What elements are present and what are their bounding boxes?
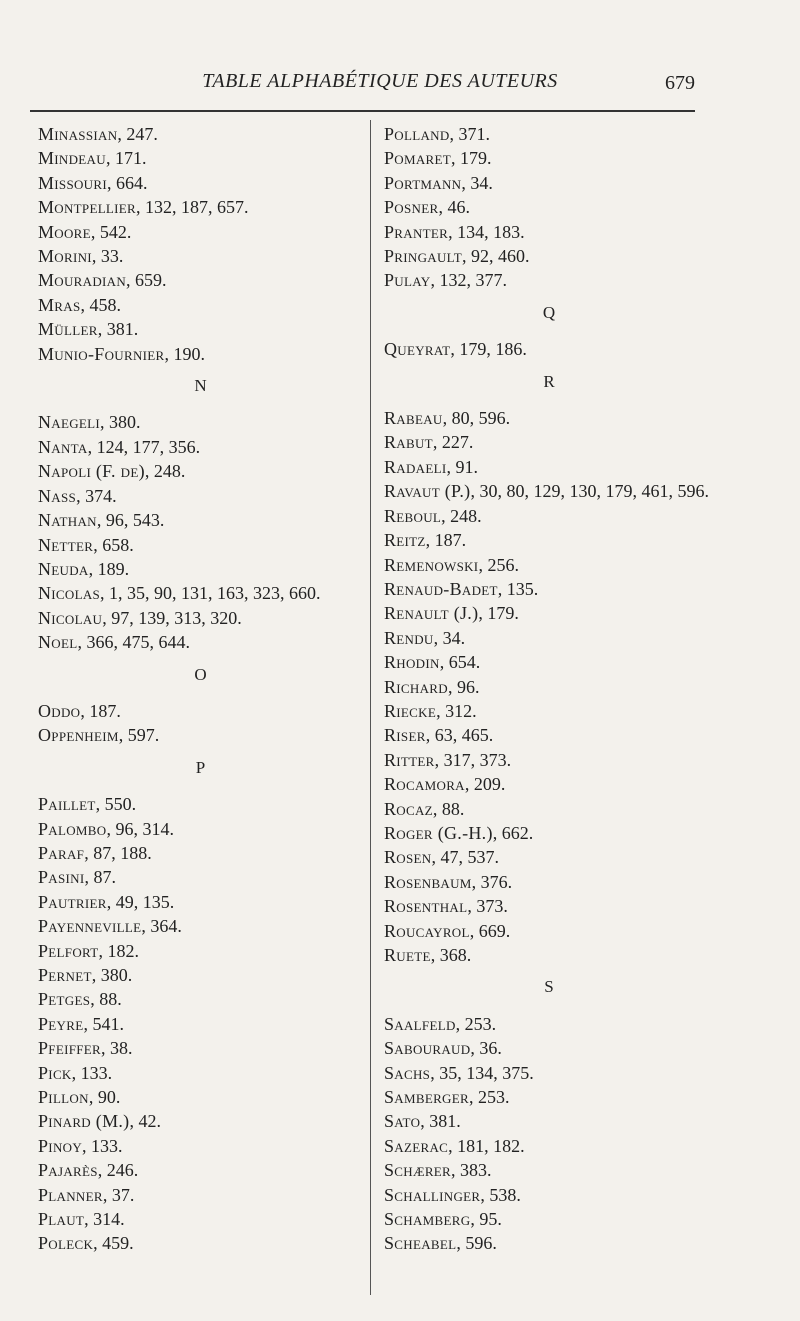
page-refs: , 538. — [480, 1184, 521, 1205]
page-refs: , 171. — [105, 148, 147, 169]
author-name: Schamberg — [384, 1209, 471, 1230]
index-entry — [38, 317, 363, 341]
index-entry — [38, 987, 363, 1011]
index-entry — [384, 479, 714, 503]
author-name: Rosenbaum — [384, 871, 472, 892]
index-entry — [384, 1061, 714, 1085]
author-name: Rabeau — [384, 408, 443, 429]
author-name: Müller — [38, 319, 98, 340]
section-letter: P — [195, 757, 206, 777]
index-entry — [384, 1183, 714, 1207]
page-refs: , 37. — [102, 1184, 135, 1205]
author-name: Scheabel — [384, 1233, 457, 1254]
page-refs: , 187. — [425, 530, 467, 551]
author-name: Oddo — [38, 700, 81, 721]
page-refs: , 132, 187, 657. — [136, 197, 249, 218]
page-refs: , 248. — [441, 505, 482, 526]
author-name: Nanta — [38, 436, 88, 457]
author-name: Richard — [384, 676, 448, 697]
page-refs: , 187. — [80, 700, 121, 721]
page-refs: , 654. — [439, 652, 481, 673]
page-refs: , 33. — [91, 246, 124, 267]
author-name: Poleck — [38, 1233, 94, 1254]
index-entry — [384, 1012, 714, 1036]
page-refs: , 459. — [93, 1233, 134, 1254]
page-refs: , 38. — [100, 1038, 133, 1059]
author-name: Mras — [38, 294, 81, 315]
author-name: Oppenheim — [38, 725, 119, 746]
left-column — [38, 122, 363, 1256]
index-entry — [384, 122, 714, 146]
index-entry — [384, 1109, 714, 1133]
page-refs: , 96, 543. — [96, 510, 165, 531]
author-name: Pillon — [38, 1087, 89, 1108]
index-entry — [38, 1036, 363, 1060]
index-entry — [384, 455, 714, 479]
page-refs: , 209. — [464, 774, 506, 795]
header-rule — [30, 110, 695, 112]
author-name: Renault (J.) — [384, 603, 479, 624]
index-entry — [384, 195, 714, 219]
index-entry — [38, 342, 363, 366]
author-name: Pautrier — [38, 891, 107, 912]
index-entry — [384, 504, 714, 528]
author-name: Rendu — [384, 627, 434, 648]
page-refs: , 380. — [91, 965, 133, 985]
author-name: Nathan — [38, 510, 97, 531]
author-name: Rhodin — [384, 652, 440, 673]
page-refs: , 371. — [449, 124, 491, 144]
author-name: Rabut — [384, 432, 433, 453]
author-name: Rocamora — [384, 774, 465, 795]
section-letter: S — [544, 977, 554, 997]
page-header — [30, 70, 695, 100]
index-entry — [38, 244, 363, 268]
page-refs: , 664. — [106, 172, 148, 193]
page-refs: , 314. — [84, 1209, 125, 1230]
page-refs: , 87, 188. — [84, 842, 152, 863]
author-name: Paraf — [38, 842, 85, 863]
author-name: Pernet — [38, 965, 92, 985]
index-entry — [38, 146, 363, 170]
page-refs: , 80, 596. — [442, 408, 511, 429]
index-entry — [384, 772, 714, 796]
author-name: Portmann — [384, 172, 462, 193]
page-refs: , 96, 314. — [106, 818, 174, 839]
page-refs: , 246. — [97, 1160, 139, 1181]
author-name: Roucayrol — [384, 920, 470, 941]
page-refs: , 35, 134, 375. — [430, 1062, 534, 1083]
author-name: Pasini — [38, 867, 85, 888]
author-name: Schallinger — [384, 1184, 481, 1205]
page-refs: , 374. — [76, 485, 117, 506]
page-refs: , 597. — [118, 725, 160, 746]
page-refs: , 36. — [470, 1038, 502, 1059]
index-entry — [38, 1085, 363, 1109]
author-name: Palombo — [38, 818, 107, 839]
index-entry — [384, 1085, 714, 1109]
author-name: Pranter — [384, 221, 449, 242]
author-name: Renaud-Badet — [384, 578, 498, 599]
page-refs: , 133. — [82, 1135, 123, 1156]
index-entry — [384, 553, 714, 577]
index-entry — [384, 146, 714, 170]
author-name: Nicolas — [38, 583, 101, 604]
page-refs: , 49, 135. — [106, 891, 175, 912]
author-name: Missouri — [38, 172, 107, 193]
page-refs: , 669. — [469, 920, 511, 941]
author-name: Pinard (M.) — [38, 1111, 130, 1132]
index-entry — [38, 699, 363, 723]
author-name: Sachs — [384, 1062, 431, 1083]
author-name: Pick — [38, 1062, 72, 1083]
index-entry — [38, 195, 363, 219]
index-entry — [384, 870, 714, 894]
index-entry — [38, 220, 363, 244]
page-refs: , 133. — [71, 1062, 113, 1083]
author-name: Schærer — [384, 1160, 452, 1181]
index-entry — [384, 430, 714, 454]
index-entry — [38, 1183, 363, 1207]
author-name: Neuda — [38, 558, 89, 579]
index-entry — [384, 797, 714, 821]
author-name: Pinoy — [38, 1135, 83, 1156]
index-entry — [38, 533, 363, 557]
author-name: Peyre — [38, 1013, 84, 1034]
page-refs: , 317, 373. — [434, 749, 512, 770]
author-name: Rocaz — [384, 798, 433, 819]
index-entry — [38, 792, 363, 816]
index-entry — [38, 1109, 363, 1133]
author-name: Plaut — [38, 1209, 85, 1230]
author-name: Planner — [38, 1184, 103, 1205]
author-name: Sabouraud — [384, 1038, 471, 1059]
page-refs: , 658. — [93, 534, 134, 555]
index-entry — [38, 865, 363, 889]
page-refs: , 373. — [467, 896, 508, 917]
page-refs: , 256. — [478, 554, 519, 575]
page-refs: , 1, 35, 90, 131, 163, 323, 660. — [100, 583, 321, 604]
author-name: Mindeau — [38, 148, 106, 169]
index-entry — [384, 268, 714, 292]
index-entry — [384, 1036, 714, 1060]
page-refs: , 42. — [129, 1111, 161, 1132]
page-refs: , 368. — [430, 945, 472, 965]
author-name: Reitz — [384, 530, 426, 551]
page-refs: , 312. — [436, 700, 477, 721]
page-refs: , 596. — [456, 1233, 497, 1254]
author-name: Reboul — [384, 505, 442, 526]
index-entry — [384, 626, 714, 650]
section-letter: O — [194, 664, 207, 684]
index-entry — [384, 337, 714, 361]
author-name: Mouradian — [38, 270, 127, 291]
author-name: Riser — [384, 725, 426, 746]
page-refs: , 47, 537. — [431, 847, 499, 868]
index-entry — [38, 606, 363, 630]
page-refs: , 132, 377. — [430, 270, 507, 291]
page-refs: , 248. — [144, 461, 186, 482]
page-refs: , 381. — [420, 1111, 461, 1132]
author-name: Petges — [38, 989, 91, 1010]
running-title: TABLE ALPHABÉTIQUE DES AUTEURS — [202, 70, 558, 92]
index-entry — [38, 1134, 363, 1158]
author-name: Munio-Fournier — [38, 343, 165, 364]
section-letter: N — [194, 376, 207, 396]
author-name: Netter — [38, 534, 94, 555]
index-entry — [384, 943, 714, 967]
page-refs: , 92, 460. — [461, 246, 530, 267]
author-name: Morini — [38, 246, 92, 267]
index-entry — [38, 723, 363, 747]
index-entry — [38, 508, 363, 532]
index-entry — [384, 406, 714, 430]
index-entry — [384, 1231, 714, 1255]
author-name: Polland — [384, 124, 450, 144]
index-entry — [38, 1231, 363, 1255]
index-entry — [38, 581, 363, 605]
page-refs: , 179. — [451, 148, 492, 169]
page-refs: , 190. — [164, 343, 205, 364]
index-entry — [384, 171, 714, 195]
index-entry — [38, 557, 363, 581]
author-name: Payenneville — [38, 916, 142, 937]
author-name: Riecke — [384, 700, 437, 721]
index-entry — [384, 894, 714, 918]
page-refs: , 91. — [446, 456, 478, 477]
author-name: Remenowski — [384, 554, 479, 575]
index-entry — [38, 484, 363, 508]
author-name: Sazerac — [384, 1135, 449, 1156]
page-refs: , 253. — [468, 1087, 510, 1108]
page-refs: , 381. — [97, 319, 139, 340]
index-entry — [384, 919, 714, 943]
author-name: Pomaret — [384, 148, 451, 169]
page-refs: , 88. — [90, 989, 122, 1010]
page-refs: , 659. — [126, 270, 167, 291]
page-refs: , 90. — [88, 1087, 121, 1108]
author-name: Napoli (F. de) — [38, 461, 145, 482]
index-entry — [38, 171, 363, 195]
author-name: Noel — [38, 632, 78, 653]
page-refs: , 135. — [497, 578, 539, 599]
page-refs: , 182. — [98, 940, 139, 961]
author-name: Roger (G.-H.) — [384, 822, 493, 843]
page-refs: , 181, 182. — [448, 1135, 525, 1156]
author-name: Nass — [38, 485, 77, 506]
author-name: Nicolau — [38, 607, 103, 628]
index-entry — [384, 723, 714, 747]
page-refs: , 46. — [438, 197, 470, 218]
index-entry — [384, 699, 714, 723]
index-entry — [38, 817, 363, 841]
page-refs: , 458. — [80, 294, 121, 315]
index-entry — [384, 528, 714, 552]
column-divider — [370, 120, 371, 1295]
author-name: Montpellier — [38, 197, 137, 218]
author-name: Sato — [384, 1111, 421, 1132]
index-entry — [384, 675, 714, 699]
index-entry — [38, 963, 363, 987]
index-entry — [38, 1061, 363, 1085]
index-entry — [38, 939, 363, 963]
page-refs: , 189. — [88, 558, 130, 579]
page-refs: , 541. — [83, 1013, 124, 1034]
page-refs: , 376. — [471, 871, 513, 892]
right-column — [384, 122, 714, 1256]
page-refs: , 134, 183. — [448, 221, 525, 242]
page-refs: , 247. — [117, 124, 158, 144]
author-name: Queyrat — [384, 339, 451, 360]
page-refs: , 662. — [492, 822, 534, 843]
page-refs: , 88. — [432, 798, 465, 819]
author-name: Rosen — [384, 847, 432, 868]
index-entry — [384, 845, 714, 869]
index-entry — [38, 268, 363, 292]
index-entry — [38, 122, 363, 146]
index-entry — [38, 293, 363, 317]
page-refs: , 34. — [461, 172, 493, 193]
index-entry — [384, 650, 714, 674]
index-entry — [384, 577, 714, 601]
page-refs: , 97, 139, 313, 320. — [102, 607, 242, 628]
author-name: Ravaut (P.) — [384, 481, 471, 502]
section-letter: R — [543, 371, 555, 391]
page-refs: , 34. — [433, 627, 466, 648]
author-name: Paillet — [38, 794, 96, 815]
index-entry — [38, 459, 363, 483]
index-entry — [38, 435, 363, 459]
index-entry — [384, 821, 714, 845]
page-refs: , 87. — [84, 867, 116, 888]
author-name: Radaeli — [384, 456, 447, 477]
index-entry — [384, 1134, 714, 1158]
author-name: Naegeli — [38, 412, 101, 433]
page-refs: , 380. — [100, 412, 141, 433]
index-entry — [38, 914, 363, 938]
page-refs: , 95. — [470, 1209, 502, 1230]
page-refs: , 364. — [141, 916, 182, 937]
index-entry — [38, 410, 363, 434]
index-entry — [38, 1012, 363, 1036]
index-entry — [384, 244, 714, 268]
index-entry — [384, 1158, 714, 1182]
author-name: Pfeiffer — [38, 1038, 101, 1059]
index-entry — [384, 601, 714, 625]
page-refs: , 63, 465. — [425, 725, 494, 746]
author-name: Pajarès — [38, 1160, 98, 1181]
page-refs: , 124, 177, 356. — [87, 436, 201, 457]
index-entry — [384, 748, 714, 772]
author-name: Ritter — [384, 749, 435, 770]
page-refs: , 179. — [478, 603, 519, 624]
index-entry — [38, 890, 363, 914]
index-entry — [38, 630, 363, 654]
page-refs: , 30, 80, 129, 130, 179, 461, 596. — [470, 481, 709, 502]
page-refs: , 179, 186. — [450, 339, 527, 360]
index-entry — [384, 220, 714, 244]
index-entry — [38, 841, 363, 865]
page-number: 679 — [665, 72, 695, 94]
author-name: Rosenthal — [384, 896, 468, 917]
page-refs: , 366, 475, 644. — [77, 632, 190, 653]
author-name: Moore — [38, 221, 91, 242]
author-name: Pulay — [384, 270, 431, 291]
author-name: Minassian — [38, 124, 118, 144]
author-name: Pringault — [384, 246, 462, 267]
index-entry — [384, 1207, 714, 1231]
page-refs: , 383. — [451, 1160, 492, 1181]
author-name: Saalfeld — [384, 1013, 456, 1034]
section-letter: Q — [542, 302, 556, 322]
index-entry — [38, 1158, 363, 1182]
page-refs: , 96. — [447, 676, 480, 697]
index-entry — [38, 1207, 363, 1231]
page-refs: , 542. — [90, 221, 132, 242]
author-name: Samberger — [384, 1087, 469, 1108]
page-refs: , 253. — [455, 1013, 497, 1034]
page-refs: , 227. — [432, 432, 474, 453]
page-refs: , 550. — [95, 794, 137, 815]
author-name: Ruete — [384, 945, 431, 965]
author-name: Posner — [384, 197, 439, 218]
author-name: Pelfort — [38, 940, 99, 961]
